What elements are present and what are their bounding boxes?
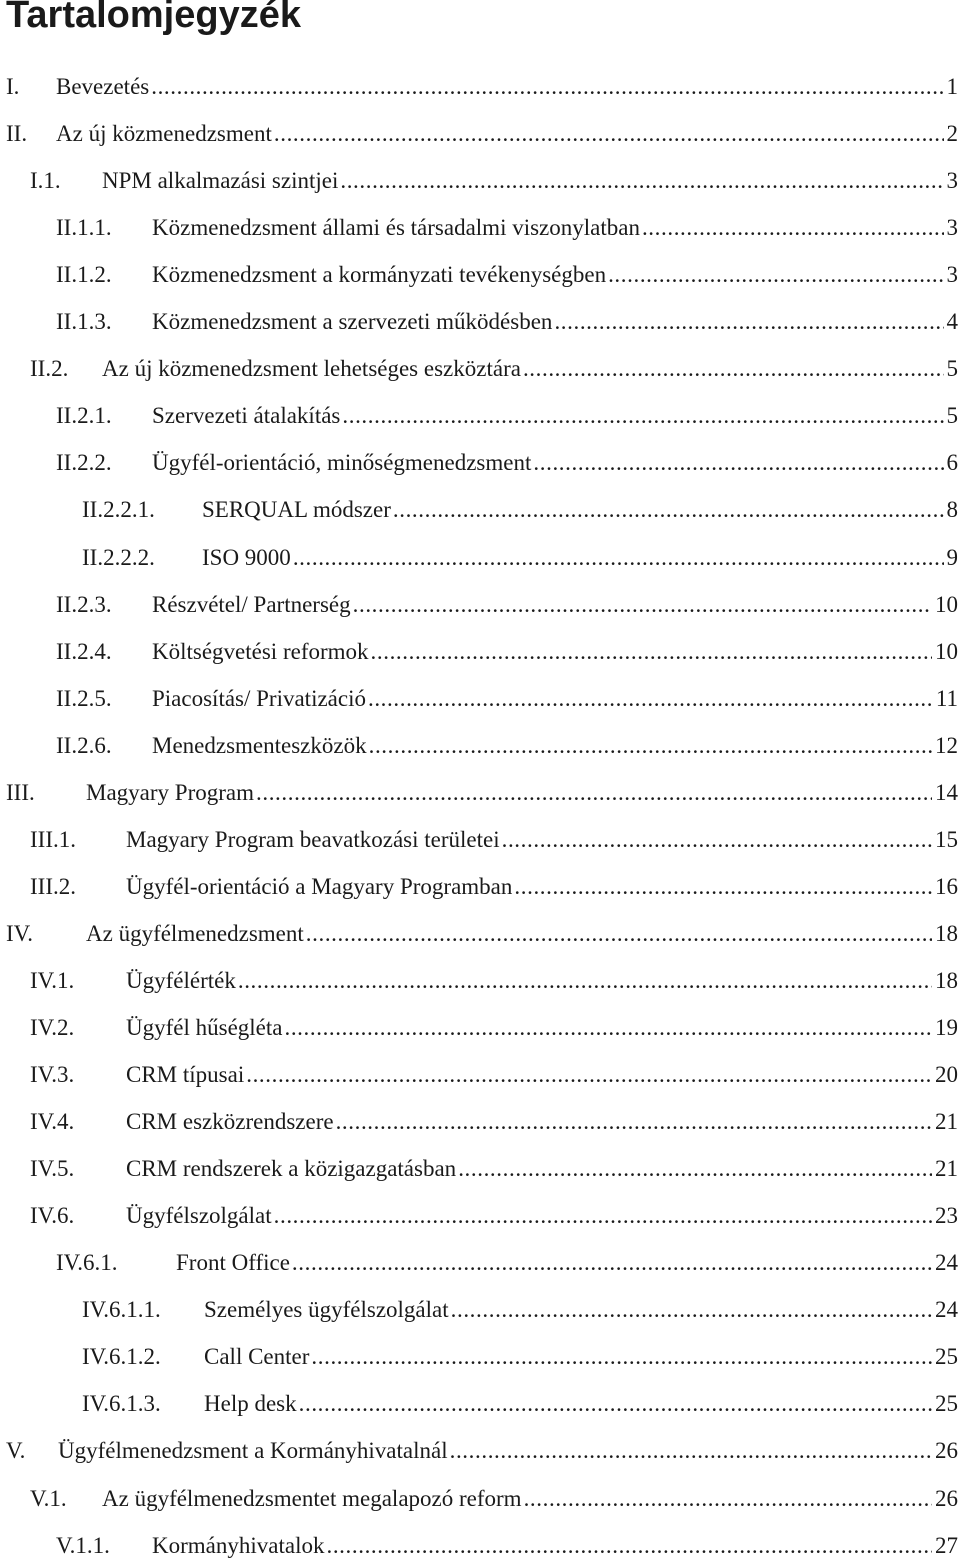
toc-entry-label: Kormányhivatalok bbox=[152, 1532, 325, 1558]
toc-entry[interactable] bbox=[56, 637, 960, 667]
toc-entry[interactable] bbox=[6, 1436, 960, 1466]
toc-entry-number: II.2.2.2. bbox=[82, 544, 155, 570]
toc-leader-dots bbox=[342, 401, 943, 431]
toc-entry[interactable] bbox=[82, 1342, 960, 1372]
toc-leader-dots bbox=[458, 1154, 932, 1184]
toc-entry[interactable] bbox=[30, 1154, 960, 1184]
toc-entry-label: Magyary Program bbox=[86, 779, 254, 805]
toc-entry[interactable] bbox=[56, 1531, 960, 1561]
toc-entry-number: II.2. bbox=[30, 356, 69, 382]
toc-entry-label: Bevezetés bbox=[56, 74, 150, 99]
toc-entry-page: 12 bbox=[935, 732, 958, 758]
toc-entry-number: II.2.2.1. bbox=[82, 497, 155, 523]
toc-entry-label: Front Office bbox=[176, 1250, 290, 1276]
toc-leader-dots bbox=[256, 778, 932, 808]
toc-entry-label: Közmenedzsment állami és társadalmi viszonylatban bbox=[152, 215, 640, 241]
toc-entry[interactable] bbox=[30, 1107, 960, 1137]
toc-entry[interactable] bbox=[30, 872, 960, 902]
toc-entry-page: 18 bbox=[935, 967, 958, 993]
toc-entry-page: 2 bbox=[946, 121, 958, 147]
toc-entry-label: Költségvetési reformok bbox=[152, 638, 369, 664]
toc-leader-dots bbox=[336, 1107, 932, 1137]
toc-entry-label: NPM alkalmazási szintjei bbox=[102, 168, 339, 194]
toc-entry-number: V. bbox=[6, 1438, 26, 1464]
toc-entry[interactable] bbox=[30, 1060, 960, 1090]
toc-entry-page: 24 bbox=[935, 1297, 958, 1323]
toc-entry-number: I. bbox=[6, 74, 20, 99]
toc-leader-dots bbox=[284, 1013, 932, 1043]
toc-entry[interactable] bbox=[56, 401, 960, 431]
toc-entry-label: Help desk bbox=[204, 1391, 297, 1417]
toc-entry[interactable] bbox=[56, 731, 960, 761]
toc-leader-dots bbox=[533, 448, 943, 478]
toc-entry-label: Piacosítás/ Privatizáció bbox=[152, 685, 366, 711]
toc-entry-number: IV.4. bbox=[30, 1109, 75, 1135]
toc-entry-number: IV.6.1.1. bbox=[82, 1297, 161, 1323]
toc-entry-label: Szervezeti átalakítás bbox=[152, 403, 341, 429]
toc-entry-page: 3 bbox=[946, 262, 958, 288]
toc-entry[interactable] bbox=[30, 825, 960, 855]
toc-entry-label: CRM típusai bbox=[126, 1062, 245, 1088]
toc-entry-number: III.2. bbox=[30, 873, 76, 899]
toc-leader-dots bbox=[238, 966, 932, 996]
toc-leader-dots bbox=[451, 1295, 932, 1325]
toc-entry-number: II.2.4. bbox=[56, 638, 112, 664]
toc-entry[interactable] bbox=[6, 919, 960, 949]
toc-leader-dots bbox=[292, 1248, 932, 1278]
toc-entry[interactable] bbox=[6, 778, 960, 808]
toc-leader-dots bbox=[514, 872, 932, 902]
toc-entry-label: Magyary Program beavatkozási területei bbox=[126, 826, 500, 852]
toc-entry[interactable] bbox=[56, 213, 960, 243]
toc-entry-label: Ügyfél-orientáció a Magyary Programban bbox=[126, 873, 513, 899]
toc-entry-label: Személyes ügyfélszolgálat bbox=[204, 1297, 449, 1323]
toc-leader-dots bbox=[311, 1342, 932, 1372]
toc-entry-label: SERQUAL módszer bbox=[202, 497, 391, 523]
toc-entry-page: 8 bbox=[946, 497, 958, 523]
toc-leader-dots bbox=[371, 637, 932, 667]
toc-entry-label: Közmenedzsment a kormányzati tevékenységben bbox=[152, 262, 607, 288]
toc-entry-page: 5 bbox=[946, 403, 958, 429]
toc-leader-dots bbox=[608, 260, 943, 290]
toc-entry-number: IV.1. bbox=[30, 967, 75, 993]
toc-entry[interactable] bbox=[30, 354, 960, 384]
toc-entry-number: I.1. bbox=[30, 168, 61, 194]
toc-entry-label: Az ügyfélmenedzsment bbox=[86, 920, 304, 946]
toc-leader-dots bbox=[502, 825, 932, 855]
toc-entry-number: II.2.6. bbox=[56, 732, 112, 758]
toc-entry-number: II.1.1. bbox=[56, 215, 112, 241]
toc-entry-number: IV.2. bbox=[30, 1015, 75, 1040]
toc-entry-page: 1 bbox=[946, 74, 958, 99]
toc-leader-dots bbox=[368, 684, 933, 714]
toc-leader-dots bbox=[450, 1436, 932, 1466]
toc-entry-label: Menedzsmenteszközök bbox=[152, 732, 367, 758]
toc-entry-label: Az új közmenedzsment lehetséges eszköztára bbox=[102, 356, 521, 382]
toc-entry[interactable] bbox=[82, 1389, 960, 1419]
toc-entry[interactable] bbox=[82, 1295, 960, 1325]
toc-entry-page: 5 bbox=[946, 356, 958, 382]
toc-entry[interactable] bbox=[30, 1013, 960, 1043]
toc-entry-page: 23 bbox=[935, 1203, 958, 1229]
toc-entry-label: Közmenedzsment a szervezeti működésben bbox=[152, 309, 553, 335]
toc-leader-dots bbox=[306, 919, 932, 949]
toc-leader-dots bbox=[274, 1201, 932, 1231]
toc-entry-page: 10 bbox=[935, 638, 958, 664]
toc-entry-page: 26 bbox=[935, 1485, 958, 1511]
toc-entry-label: Ügyfél-orientáció, minőségmenedzsment bbox=[152, 450, 532, 476]
toc-entry-number: V.1. bbox=[30, 1485, 67, 1511]
toc-entry-page: 11 bbox=[935, 685, 958, 711]
toc-entry-label: Ügyfél hűségléta bbox=[126, 1015, 283, 1040]
toc-entry-label: CRM eszközrendszere bbox=[126, 1109, 334, 1135]
toc-entry[interactable] bbox=[82, 495, 960, 525]
toc-entry-number: IV.6. bbox=[30, 1203, 75, 1229]
toc-entry-page: 3 bbox=[946, 215, 958, 241]
toc-entry[interactable] bbox=[6, 72, 960, 102]
toc-entry[interactable] bbox=[82, 543, 960, 573]
toc-entry-number: II.2.3. bbox=[56, 591, 112, 617]
toc-entry[interactable] bbox=[56, 448, 960, 478]
toc-entry-number: III. bbox=[6, 779, 35, 805]
toc-entry[interactable] bbox=[56, 1248, 960, 1278]
toc-entry-number: IV.6.1.3. bbox=[82, 1391, 161, 1417]
toc-entry[interactable] bbox=[56, 307, 960, 337]
toc-entry-page: 4 bbox=[946, 309, 958, 335]
toc-leader-dots bbox=[299, 1389, 932, 1419]
toc-entry-page: 25 bbox=[935, 1391, 958, 1417]
toc-leader-dots bbox=[274, 119, 944, 149]
toc-entry[interactable] bbox=[56, 684, 960, 714]
toc-entry[interactable] bbox=[30, 1484, 960, 1514]
toc-entry-number: V.1.1. bbox=[56, 1532, 110, 1558]
toc-entry-page: 14 bbox=[935, 779, 958, 805]
toc-leader-dots bbox=[554, 307, 943, 337]
toc-entry-label: ISO 9000 bbox=[202, 544, 291, 570]
toc-entry-label: Az ügyfélmenedzsmentet megalapozó reform bbox=[102, 1485, 522, 1511]
toc-entry-number: II. bbox=[6, 121, 28, 147]
toc-entry-number: II.2.2. bbox=[56, 450, 112, 476]
toc-entry-page: 15 bbox=[935, 826, 958, 852]
toc-leader-dots bbox=[151, 72, 943, 102]
toc-entry-number: IV.3. bbox=[30, 1062, 75, 1088]
toc-entry[interactable] bbox=[6, 119, 960, 149]
toc-entry[interactable] bbox=[30, 166, 960, 196]
toc-entry-page: 10 bbox=[935, 591, 958, 617]
toc-leader-dots bbox=[369, 731, 932, 761]
toc-leader-dots bbox=[340, 166, 943, 196]
toc-entry-number: II.1.2. bbox=[56, 262, 112, 288]
toc-entry-page: 18 bbox=[935, 920, 958, 946]
toc-leader-dots bbox=[293, 543, 944, 573]
toc-entry-label: Ügyfélszolgálat bbox=[126, 1203, 272, 1229]
toc-entry-page: 25 bbox=[935, 1344, 958, 1370]
toc-entry-label: Ügyfélmenedzsment a Kormányhivatalnál bbox=[58, 1438, 448, 1464]
toc-leader-dots bbox=[642, 213, 944, 243]
toc-entry-page: 16 bbox=[935, 873, 958, 899]
toc-leader-dots bbox=[353, 590, 932, 620]
toc-entry-label: Részvétel/ Partnerség bbox=[152, 591, 351, 617]
toc-entry-page: 20 bbox=[935, 1062, 958, 1088]
toc-entry[interactable] bbox=[56, 260, 960, 290]
toc-entry-number: IV. bbox=[6, 920, 34, 946]
toc-entry-number: II.1.3. bbox=[56, 309, 112, 335]
toc-entry-page: 3 bbox=[946, 168, 958, 194]
toc-entry-number: II.2.1. bbox=[56, 403, 112, 429]
toc-entry[interactable] bbox=[56, 590, 960, 620]
toc-entry-number: IV.5. bbox=[30, 1156, 75, 1182]
toc-entry-number: II.2.5. bbox=[56, 685, 112, 711]
toc-leader-dots bbox=[326, 1531, 932, 1561]
page-title: Tartalomjegyzék bbox=[6, 0, 301, 36]
toc-entry-page: 26 bbox=[935, 1438, 958, 1464]
toc-entry[interactable] bbox=[30, 966, 960, 996]
toc-entry-label: Ügyfélérték bbox=[126, 967, 236, 993]
toc-leader-dots bbox=[246, 1060, 932, 1090]
toc-entry-page: 9 bbox=[946, 544, 958, 570]
toc-leader-dots bbox=[523, 354, 944, 384]
toc-entry-page: 27 bbox=[935, 1532, 958, 1558]
toc-entry-number: IV.6.1.2. bbox=[82, 1344, 161, 1370]
toc-entry-number: IV.6.1. bbox=[56, 1250, 118, 1276]
toc-leader-dots bbox=[393, 495, 944, 525]
toc-entry-page: 19 bbox=[935, 1015, 958, 1040]
toc-entry-label: Az új közmenedzsment bbox=[56, 121, 272, 147]
toc-entry-number: III.1. bbox=[30, 826, 76, 852]
toc-entry[interactable] bbox=[30, 1201, 960, 1231]
toc-leader-dots bbox=[524, 1484, 932, 1514]
toc-entry-label: CRM rendszerek a közigazgatásban bbox=[126, 1156, 457, 1182]
toc-entry-page: 6 bbox=[946, 450, 958, 476]
toc-entry-label: Call Center bbox=[204, 1344, 310, 1370]
toc-entry-page: 21 bbox=[935, 1156, 958, 1182]
toc-entry-page: 21 bbox=[935, 1109, 958, 1135]
toc-entry-page: 24 bbox=[935, 1250, 958, 1276]
